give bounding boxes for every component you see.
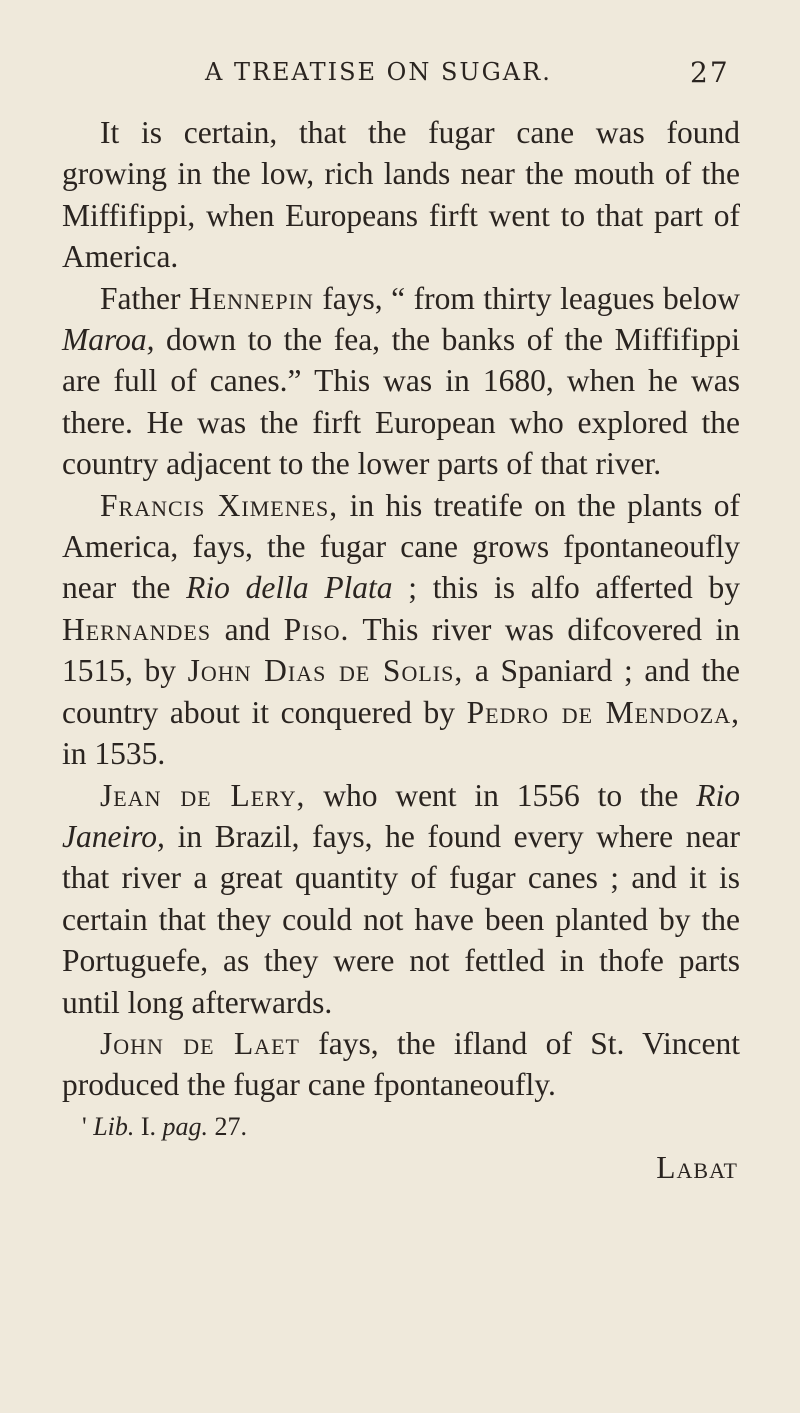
text-segment: Father bbox=[100, 280, 189, 316]
paragraph bbox=[62, 485, 740, 775]
text-segment: ; this is alfo afferted by bbox=[392, 570, 740, 606]
catchword-text: Labat bbox=[656, 1150, 738, 1186]
text-segment: in Brazil, fays, he found every where near that river a great quantity of fugar canes ; and it is certain that they could not have been planted by the Portuguefe, as they were not fettled in thofe parts until long afterwards. bbox=[62, 818, 740, 1020]
paragraphs bbox=[62, 112, 740, 1106]
text-segment: 27. bbox=[208, 1111, 248, 1141]
text-segment: a Spaniard ; and the country about it conquered by bbox=[62, 653, 740, 730]
paragraph bbox=[62, 278, 740, 485]
text-segment: I. bbox=[134, 1111, 163, 1141]
text-segment: Rio Janeiro, bbox=[62, 777, 741, 854]
text-segment: Hernandes bbox=[62, 611, 212, 647]
text-segment: It is certain, that the fugar cane was found growing in the low, rich lands near the mouth of the Miffifippi, when Europeans firft went to that part of America. bbox=[62, 115, 740, 275]
text-segment: who went in 1556 to the bbox=[305, 777, 697, 813]
text-segment: Piso. bbox=[283, 611, 350, 647]
text-segment: This river was difcovered in 1515, by bbox=[62, 611, 741, 689]
text-segment: Jean de Lery, bbox=[100, 777, 306, 813]
text-segment: John de Laet bbox=[100, 1025, 300, 1061]
text-segment: Lib. bbox=[93, 1111, 135, 1141]
paragraph bbox=[62, 1023, 740, 1106]
text-segment: Francis Ximenes, bbox=[100, 487, 339, 523]
text-segment: Maroa, bbox=[62, 322, 155, 358]
paragraph bbox=[62, 775, 740, 1023]
text-segment: ' bbox=[82, 1111, 94, 1141]
text-segment: Hennepin bbox=[188, 280, 314, 316]
page-number: 27 bbox=[690, 56, 730, 89]
running-title: A TREATISE ON SUGAR. bbox=[205, 58, 552, 86]
text-segment: John Dias de Solis, bbox=[187, 653, 464, 689]
text-segment: and bbox=[211, 611, 284, 647]
footnote bbox=[82, 1106, 740, 1147]
text-segment: in 1535. bbox=[62, 736, 166, 772]
paragraph bbox=[62, 112, 740, 278]
text-segment: Pedro de Mendoza, bbox=[466, 694, 740, 730]
text-segment: down to the fea, the banks of the Miffifippi are full of canes.” This was in 1680, when he was there. He was the firft European who explored the country adjacent to the lower parts of that river. bbox=[62, 322, 740, 482]
text-segment: Rio della Plata bbox=[186, 570, 393, 606]
text-segment: pag. bbox=[162, 1111, 209, 1141]
text-segment: fays, “ from thirty leagues below bbox=[313, 280, 740, 316]
catchword bbox=[62, 1147, 738, 1188]
text-segment: in his treatife on the plants of America, fays, the fugar cane grows fpontaneoufly near the bbox=[62, 487, 740, 606]
body-text bbox=[62, 112, 740, 1189]
text-segment: fays, the ifland of St. Vincent produced the fugar cane fpontaneoufly. bbox=[62, 1025, 740, 1103]
